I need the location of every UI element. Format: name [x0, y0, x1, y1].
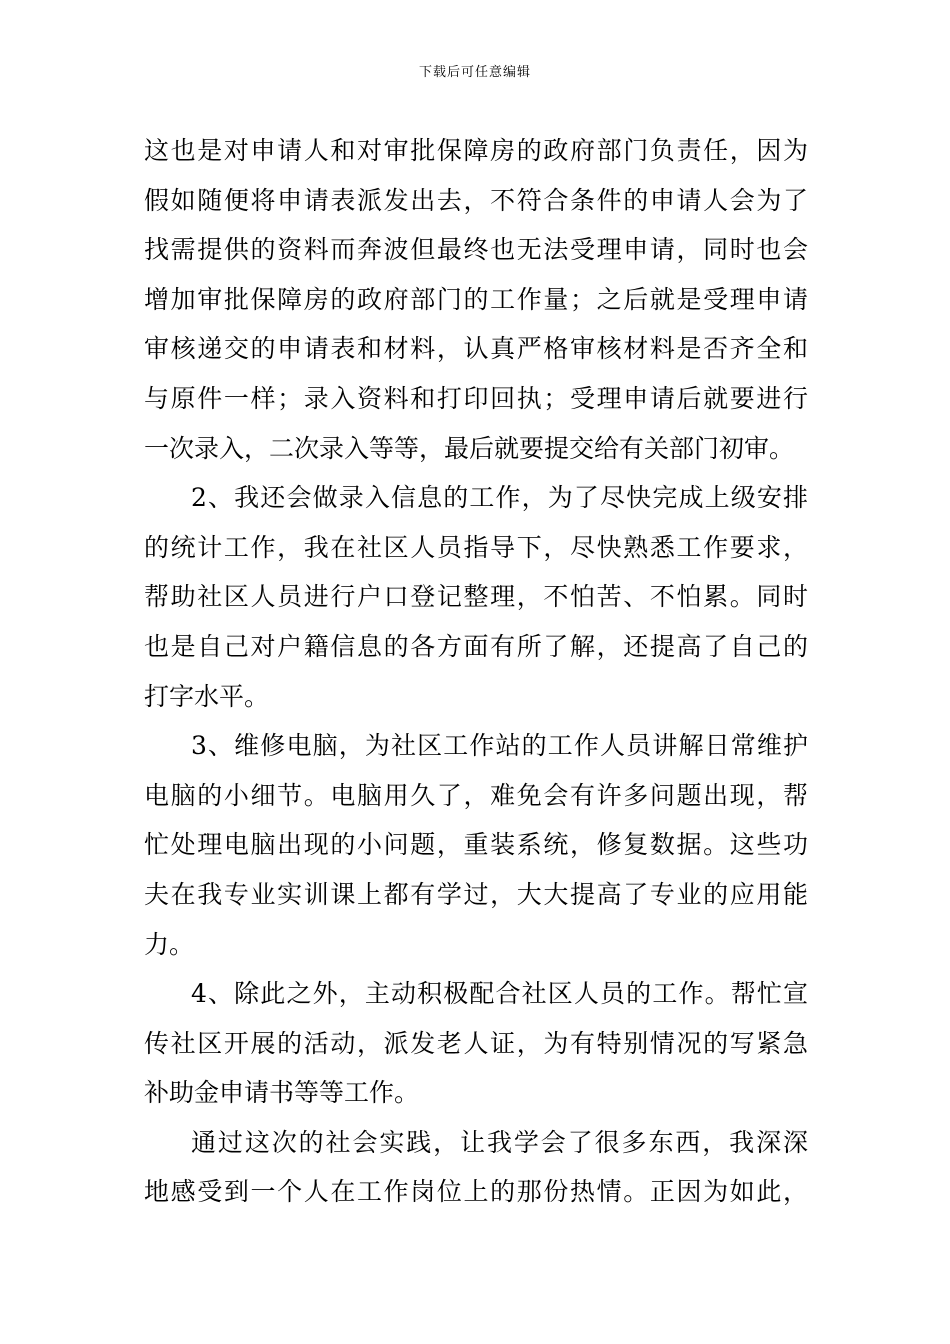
text-line: 4、除此之外，主动积极配合社区人员的工作。帮忙宣	[191, 979, 808, 1009]
text-line: 增加审批保障房的政府部门的工作量；之后就是受理申请	[144, 284, 808, 314]
text-line: 电脑的小细节。电脑用久了，难免会有许多问题出现，帮	[144, 780, 808, 810]
text-line: 夫在我专业实训课上都有学过，大大提高了专业的应用能	[144, 879, 808, 909]
text-line: 传社区开展的活动，派发老人证，为有特别情况的写紧急	[144, 1028, 808, 1058]
text-line: 帮助社区人员进行户口登记整理，不怕苦、不怕累。同时	[144, 582, 808, 612]
text-line: 与原件一样；录入资料和打印回执；受理申请后就要进行	[144, 383, 808, 413]
text-line: 忙处理电脑出现的小问题，重装系统，修复数据。这些功	[144, 830, 808, 860]
document-body	[144, 126, 808, 1217]
text-line: 的统计工作，我在社区人员指导下，尽快熟悉工作要求，	[144, 532, 808, 562]
text-line: 审核递交的申请表和材料，认真严格审核材料是否齐全和	[144, 334, 808, 364]
page-header: 下载后可任意编辑	[418, 65, 531, 80]
text-line: 也是自己对户籍信息的各方面有所了解，还提高了自己的	[144, 631, 808, 661]
text-line: 打字水平。	[144, 681, 270, 711]
text-line: 通过这次的社会实践，让我学会了很多东西，我深深	[191, 1127, 808, 1157]
text-line: 2、我还会做录入信息的工作，为了尽快完成上级安排	[191, 483, 808, 513]
text-line: 假如随便将申请表派发出去，不符合条件的申请人会为了	[144, 185, 808, 215]
text-line: 补助金申请书等等工作。	[144, 1078, 420, 1108]
text-line: 找需提供的资料而奔波但最终也无法受理申请，同时也会	[144, 235, 808, 265]
text-line: 3、维修电脑，为社区工作站的工作人员讲解日常维护	[191, 731, 808, 761]
text-line: 地感受到一个人在工作岗位上的那份热情。正因为如此，	[144, 1177, 808, 1207]
text-line: 这也是对申请人和对审批保障房的政府部门负责任，因为	[144, 136, 808, 165]
text-line: 一次录入，二次录入等等，最后就要提交给有关部门初审。	[144, 433, 795, 463]
text-line: 力。	[144, 929, 195, 959]
